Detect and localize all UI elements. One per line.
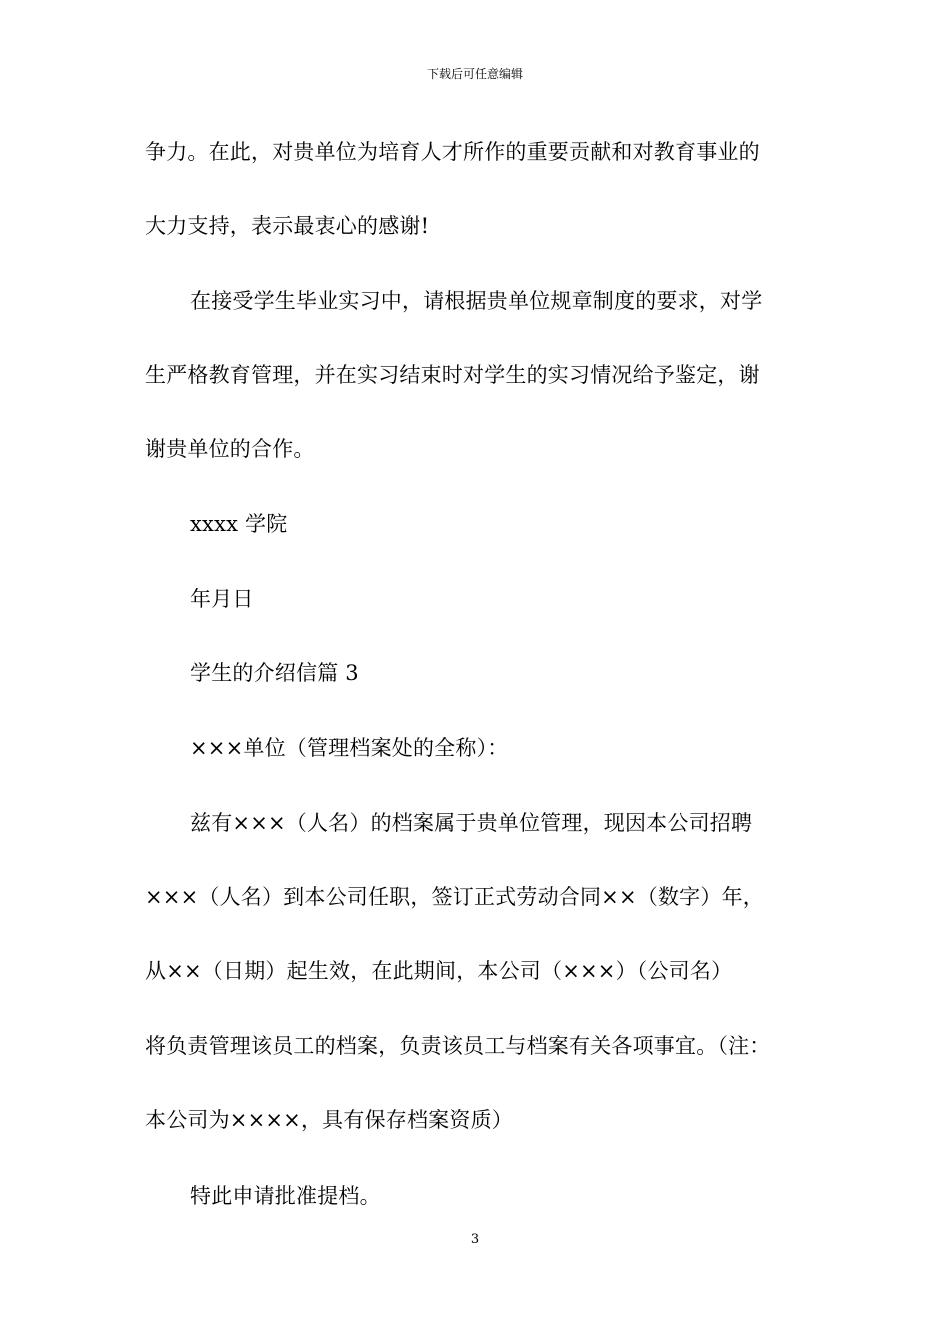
body-line: 兹有×××（人名）的档案属于贵单位管理，现因本公司招聘: [190, 811, 753, 835]
date-line: 年月日: [190, 587, 254, 611]
body-line: 本公司为××××，具有保存档案资质）: [145, 1108, 513, 1132]
body-line: 将负责管理该员工的档案，负责该员工与档案有关各项事宜。（注：: [145, 1034, 771, 1058]
body-line: 生严格教育管理，并在实习结束时对学生的实习情况给予鉴定，谢: [145, 363, 760, 387]
closing-line: 特此申请批准提档。: [190, 1184, 381, 1208]
salutation: ×××单位（管理档案处的全称）：: [190, 736, 509, 760]
body-line: 大力支持，表示最衷心的感谢!: [145, 214, 430, 238]
body-line: 从××（日期）起生效，在此期间，本公司（×××）（公司名）: [145, 959, 733, 983]
page-header: 下载后可任意编辑: [426, 67, 523, 81]
section-heading: 学生的介绍信篇 3: [190, 661, 359, 685]
body-line: 谢贵单位的合作。: [145, 437, 315, 461]
body-line: 争力。在此，对贵单位为培育人才所作的重要贡献和对教育事业的: [145, 140, 760, 164]
page-number: 3: [470, 1232, 480, 1247]
institution-name: xxxx 学院: [190, 512, 288, 536]
body-line: ×××（人名）到本公司任职，签订正式劳动合同××（数字）年，: [145, 885, 764, 909]
body-line: 在接受学生毕业实习中，请根据贵单位规章制度的要求，对学: [190, 289, 763, 313]
